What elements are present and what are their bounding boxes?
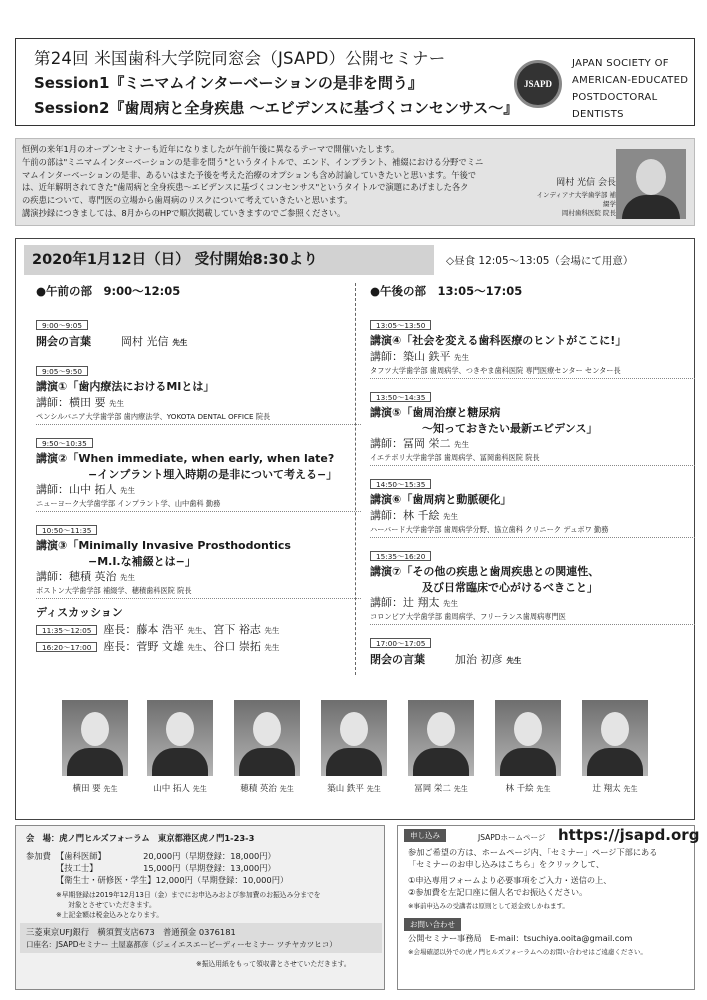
talk-subtitle: 〜知っておきたい最新エビデンス」 (422, 422, 598, 435)
speaker-photo (321, 700, 387, 776)
fee-technician: 【技工士】 15,000円（早期登録：13,000円） (56, 863, 276, 873)
session2-title: Session2『歯周病と全身疾患 〜エビデンスに基づくコンセンサス〜』 (34, 99, 519, 117)
time-badge: 13:50〜14:35 (370, 392, 431, 402)
talk-5 (370, 385, 695, 466)
event-title: 第24回 米国歯科大学院同窓会（JSAPD）公開セミナー (34, 49, 446, 68)
afternoon-heading: ●午後の部 13:05〜17:05 (370, 284, 523, 298)
chair-photo (616, 149, 686, 219)
talk-subtitle: −インプラント埋入時期の是非について考える−」 (88, 468, 338, 481)
talk-7 (370, 544, 695, 625)
talk-speaker: 講師：林 千絵 先生 (370, 509, 458, 522)
time-badge: 9:00〜9:05 (36, 320, 88, 330)
talk-speaker: 講師：辻 翔太 先生 (370, 596, 458, 609)
bank-holder: 口座名：JSAPDセミナー 土屋嘉都彦（ジェイエスエーピーディーセミナー ツチヤカツヒコ） (26, 940, 337, 949)
time-badge: 10:50〜11:35 (36, 525, 97, 535)
talk-speaker: 講師：冨岡 栄二 先生 (370, 437, 469, 450)
talk-1 (36, 359, 361, 425)
talk-affiliation: ペンシルバニア大学歯学部 歯内療法学、YOKOTA DENTAL OFFICE 院長 (36, 412, 361, 425)
photo-caption: 横田 要 先生 (72, 784, 118, 794)
application-box: 申し込み JSAPDホームページ https://jsapd.org 参加ご希望の方は、ホームページ内、「セミナー」ページ下部にある 「セミナーのお申し込みはこちら」をクリックして、 ①申込専用フォームより必要事項をご入力・送信の上、 ②参加費を左記口座に個人名でお振込ください。 ※事前申込みの受講者は原則として返金致しかねます。 お問い合わせ 公開セミナー事務局 E-mail：tsuchiya.ooita@gmail.com ※会場確認以外での虎ノ門ヒルズフォーラムへのお問い合わせはご遠慮ください。 (397, 825, 695, 990)
fee-dentist: 【歯科医師】 20,000円（早期登録：18,000円） (56, 851, 276, 861)
speaker-photo (495, 700, 561, 776)
talk-4 (370, 313, 695, 379)
photo-caption: 山中 拓人 先生 (153, 784, 207, 794)
speaker-photo (147, 700, 213, 776)
talk-affiliation: ハーバード大学歯学部 歯周病学分野、協立歯科 クリニーク デュボワ 勤務 (370, 525, 695, 538)
speaker-photos (40, 700, 680, 800)
talk-subtitle: −M.I.な補綴とは−」 (88, 555, 196, 568)
venue: 会 場：虎ノ門ヒルズフォーラム 東京都港区虎ノ門1-23-3 (26, 833, 255, 843)
talk-affiliation: コロンビア大学歯学部 歯周病学、フリーランス歯周病専門医 (370, 612, 695, 625)
morning-column (36, 283, 361, 656)
opening-slot: 9:00〜9:05 開会の言葉 岡村 光信 先生 (36, 321, 188, 348)
time-badge: 15:35〜16:20 (370, 551, 431, 561)
talk-6 (370, 472, 695, 538)
talk-title: 講演③「Minimally Invasive Prosthodontics (36, 539, 291, 552)
photo-caption: 林 千絵 先生 (505, 784, 551, 794)
talk-title: 講演②「When immediate, when early, when late? (36, 452, 335, 465)
talk-affiliation: ボストン大学歯学部 補綴学、穂積歯科医院 院長 (36, 586, 361, 599)
discussion-heading: ディスカッション (36, 606, 123, 619)
talk-affiliation: イエテボリ大学歯学部 歯周病学、冨岡歯科医院 院長 (370, 453, 695, 466)
talk-speaker: 講師：築山 鉄平 先生 (370, 350, 469, 363)
society-name: JAPAN SOCIETY OF AMERICAN-EDUCATED POSTDOCTORAL DENTISTS (572, 58, 689, 120)
contact-email[interactable]: 公開セミナー事務局 E-mail：tsuchiya.ooita@gmail.com (408, 933, 633, 943)
photo-caption: 辻 翔太 先生 (592, 784, 638, 794)
talk-speaker: 講師：穂積 英治 先生 (36, 570, 135, 583)
talk-title: 講演⑤「歯周治療と糖尿病 (370, 406, 501, 419)
discussion-row: 11:35〜12:05 座長：藤本 浩平 先生、宮下 裕志 先生 (36, 622, 361, 639)
discussion-row: 16:20〜17:00 座長：菅野 文雄 先生、谷口 崇拓 先生 (36, 639, 361, 656)
fee-hygienist: 【衛生士・研修医・学生】12,000円（早期登録：10,000円） (56, 875, 289, 885)
photo-caption: 築山 鉄平 先生 (327, 784, 381, 794)
header-box (15, 38, 695, 126)
closing-title: 閉会の言葉 (370, 653, 425, 666)
jsapd-logo-icon: JSAPD (514, 60, 562, 108)
talk-2 (36, 431, 361, 512)
opening-title: 開会の言葉 (36, 335, 91, 348)
chair-caption: 岡村 光信 会長 インディアナ大学歯学部 補綴学 岡村歯科医院 院長 (536, 178, 616, 217)
intro-text: 恒例の来年1月のオープンセミナーも近年になりましたが午前午後に異なるテーマで開催いたします。 午前の部は"ミニマムインターベーションの是非を問う"というタイトルで、エンド、インプラント、補綴における分野でミニ マムインターベーションの是非、あるいはまた予後を考えた治療のオプションも含め討論していきたいと思います。午後で は、近年解明されてきた"歯周病と全身疾患〜エビデンスに基づくコンセンサス"というタイトルで演題にあげました各ク の疾患について、専門医の立場から歯周病のリスクについて考えていきたいと思います。 講演抄録につきましては、8月からのHPで順次掲載していきますのでご参照ください。 (22, 144, 484, 218)
talk-3 (36, 518, 361, 599)
contact-tag: お問い合わせ (404, 918, 461, 931)
talk-title: 講演①「歯内療法におけるMIとは」 (36, 380, 215, 393)
talk-subtitle: 及び日常臨床で心がけるべきこと」 (422, 581, 598, 594)
closing-slot: 17:00〜17:05 閉会の言葉 加治 初彦 先生 (370, 639, 522, 666)
time-badge: 13:05〜13:50 (370, 320, 431, 330)
apply-tag: 申し込み (404, 829, 446, 842)
intro-box (15, 138, 695, 226)
time-badge: 17:00〜17:05 (370, 638, 431, 648)
fee-label: 参加費 (26, 851, 51, 861)
morning-heading: ●午前の部 9:00〜12:05 (36, 284, 181, 298)
afternoon-column (370, 283, 695, 673)
talk-affiliation: ニューヨーク大学歯学部 インプラント学、山中歯科 勤務 (36, 499, 361, 512)
talk-title: 講演④「社会を変える歯科医療のヒントがここに!」 (370, 334, 627, 347)
event-date: 2020年1月12日（日） 受付開始8:30より (24, 245, 434, 275)
time-badge: 9:05〜9:50 (36, 366, 88, 376)
photo-caption: 穂積 英治 先生 (240, 784, 294, 794)
speaker-photo (582, 700, 648, 776)
talk-title: 講演⑥「歯周病と動脈硬化」 (370, 493, 512, 506)
lunch-info: ◇昼食 12:05〜13:05（会場にて用意） (446, 255, 634, 267)
talk-speaker: 講師：横田 要 先生 (36, 396, 124, 409)
photo-caption: 冨岡 栄二 先生 (414, 784, 468, 794)
bank-account: 三菱東京UFJ銀行 横須賀支店673 普通預金 0376181 (26, 927, 236, 937)
talk-speaker: 講師：山中 拓人 先生 (36, 483, 135, 496)
speaker-photo (234, 700, 300, 776)
time-badge: 9:50〜10:35 (36, 438, 93, 448)
talk-title: 講演⑦「その他の疾患と歯周疾患との関連性、 (370, 565, 600, 578)
speaker-photo (62, 700, 128, 776)
session1-title: Session1『ミニマムインターベーションの是非を問う』 (34, 74, 423, 92)
footer (15, 825, 700, 990)
website-link[interactable]: https://jsapd.org (558, 826, 700, 844)
speaker-photo (408, 700, 474, 776)
talk-affiliation: タフツ大学歯学部 歯周病学、つきやま歯科医院 専門医療センター センター長 (370, 366, 695, 379)
venue-fee-box: 会 場：虎ノ門ヒルズフォーラム 東京都港区虎ノ門1-23-3 参加費 【歯科医師】 20,000円（早期登録：18,000円） 【技工士】 15,000円（早期登録：13,000円） 【衛生士・研修医・学生】12,000円（早期登録：10,000円） ※早期登録は2019年12月13日（金）までにお申込みおよび参加費のお振込み分までを 対象とさせていただきます。 ※上記金額は税金込みとなります。 三菱東京UFJ銀行 横須賀支店673 普通預金 0376181 口座名：JSAPDセミナー 土屋嘉都彦（ジェイエスエーピーディーセミナー ツチヤカツヒコ） ※振込用紙をもって領収書とさせていただきます。 (15, 825, 385, 990)
time-badge: 14:50〜15:35 (370, 479, 431, 489)
